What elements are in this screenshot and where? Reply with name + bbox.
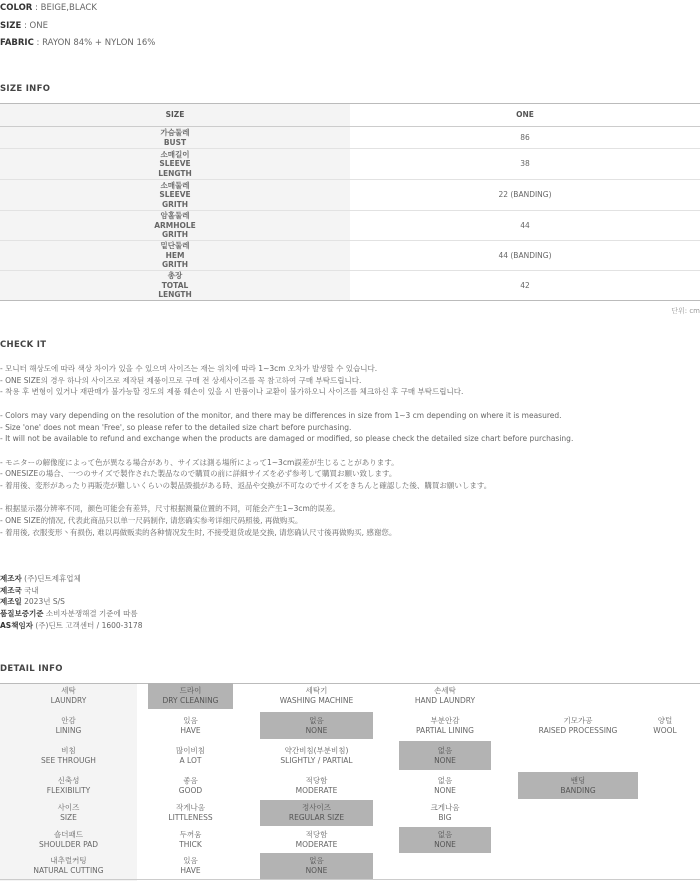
mfr-maker: 제조자 (주)딘트제휴업체 [0,574,81,583]
size-row-value: 22 (BANDING) [350,180,700,211]
note-zh-1: - 根据显示器分辨率不同，颜色可能会有差异，尺寸根据测量位置的不同，可能会产生1~3cm的误差。 [0,504,340,514]
size-row [0,127,700,149]
spec-color-label: COLOR [0,3,33,13]
size-unit: 단위: cm [671,307,700,315]
detail-label-ko: 양털 [657,715,673,725]
size-row-label [0,211,350,241]
detail-label-en: NONE [305,725,328,735]
detail-label-en: NONE [434,840,456,849]
detail-category [0,772,137,799]
detail-label-en: LINING [55,725,82,735]
size-row-label-en: SLEEVE [159,159,191,169]
size-row-label-en: GRITH [161,260,189,270]
detail-label-ko: 숄더패드 [54,830,83,839]
detail-label-ko: 있음 [183,715,198,725]
size-header-value: ONE [350,104,700,127]
detail-label-en: A LOT [179,755,202,765]
detail-option-selected [260,853,373,879]
mfr-date: 제조일 2023년 S/S [0,597,65,607]
detail-label-en: NONE [434,755,456,765]
detail-label-ko: 없음 [437,830,453,839]
spec-fabric-label: FABRIC [0,38,34,48]
detail-label-en: HAVE [180,866,201,875]
size-row-label-en: SLEEVE [159,190,191,200]
detail-label-ko: 있음 [183,856,198,865]
detail-option [260,683,373,709]
spec-fabric: FABRIC : RAYON 84% + NYLON 16% [0,38,156,48]
check-it-title: CHECK IT [0,340,47,350]
detail-label-ko: 약간비침(부분비침) [284,745,349,755]
detail-label-ko: 크게나옴 [430,803,460,812]
size-row-label-en: BUST [163,137,187,147]
detail-label-en: WASHING MACHINE [279,696,354,705]
size-row-label-ko: 소매길이 [160,149,190,159]
detail-option [148,800,233,826]
detail-option-selected [260,712,373,739]
size-row-label-en: TOTAL [161,280,189,290]
detail-info-title: DETAIL INFO [0,664,63,674]
spec-color-value: BEIGE,BLACK [40,3,97,13]
check-it-notes [0,363,573,539]
note-ko-1: - 모니터 해상도에 따라 색상 차이가 있을 수 있으며 사이즈는 재는 위치에 따라 1~3cm 오차가 발생할 수 있습니다. [0,364,378,373]
size-row-label [0,271,350,301]
size-row [0,241,700,271]
size-row-value: 44 (BANDING) [350,241,700,271]
detail-label-en: MODERATE [295,840,338,849]
note-zh-3: - 着用後, 衣服变形丶有损伤, 难以再做贩卖的各种情况发生时, 不接受退货或是交换, 请您确认尺寸後再做购买, 感谢您。 [0,527,397,537]
detail-label-en: RAISED PROCESSING [538,725,618,735]
detail-option-selected [148,683,233,709]
detail-category [0,712,137,739]
detail-option [260,772,373,799]
size-row-label-en: LENGTH [158,290,192,300]
size-row-label-en: GRITH [161,199,189,209]
size-row [0,180,700,211]
detail-option [518,712,638,739]
size-row-value: 86 [350,127,700,149]
detail-label-en: NONE [434,785,456,795]
detail-label-en: SEE THROUGH [41,755,96,765]
detail-label-en: BANDING [560,785,596,795]
spec-size: SIZE : ONE [0,21,48,31]
detail-label-ko: 사이즈 [57,803,80,812]
mfr-country: 제조국 국내 [0,585,39,595]
note-en-3: - It will not be available to refund and exchange when the products are damaged or modified, so please check the detailed size chart before purchasing. [0,434,574,444]
detail-option-selected [260,800,373,826]
size-row-value: 42 [350,271,700,301]
detail-option [630,712,700,739]
detail-category [0,683,137,709]
detail-label-ko: 밴딩 [570,775,586,785]
size-row-label-en: LENGTH [158,168,192,178]
detail-label-en: HAND LAUNDRY [414,696,476,705]
detail-label-ko: 정사이즈 [302,803,331,812]
detail-label-en: NATURAL CUTTING [33,866,104,875]
detail-label-en: FLEXIBILITY [46,785,91,795]
detail-label-en: BIG [438,813,452,822]
spec-size-value: ONE [29,21,48,31]
detail-label-ko: 드라이 [179,686,202,695]
detail-label-ko: 내추럴커팅 [50,856,87,865]
detail-option [148,772,233,799]
detail-label-ko: 적당함 [305,775,328,785]
detail-label-ko: 없음 [309,715,324,725]
note-en-2: - Size 'one' does not mean 'Free', so please refer to the detailed size chart before purchasing. [0,422,352,432]
size-row-label-en: ARMHOLE [154,220,196,230]
note-ko-2: - ONE SIZE의 경우 하나의 사이즈로 제작된 제품이므로 구매 전 상세사이즈를 꼭 참고하여 구매 부탁드립니다. [0,375,362,385]
detail-label-ko: 작게나옴 [176,803,205,812]
detail-category [0,741,137,770]
detail-label-ko: 손세탁 [434,686,456,695]
detail-label-ko: 신축성 [57,775,80,785]
detail-option [399,800,491,826]
mfr-as: AS책임자 (주)딘트 고객센터 / 1600-3178 [0,620,143,630]
size-table [0,103,700,301]
detail-label-ko: 세탁 [61,686,76,695]
manufacturer-info [0,573,142,632]
detail-category [0,800,137,826]
detail-label-ko: 많이비침 [176,745,205,755]
spec-color: COLOR : BEIGE,BLACK [0,3,97,13]
size-row [0,271,700,301]
size-row-label-ko: 소매둘레 [160,180,190,190]
detail-label-en: LAUNDRY [50,696,87,705]
detail-label-ko: 두꺼움 [179,830,202,839]
note-zh-2: - ONE SIZE的情况, 代表此商品只以单一尺码制作, 请您确实参考详细尺码照後, 再做购买。 [0,516,303,526]
detail-label-ko: 좋음 [183,775,198,785]
note-ko-3: - 착용 후 변형이 있거나 재판매가 불가능할 정도의 제품 훼손이 있을 시 반품이나 교환이 불가하오니 사이즈를 체크하신 후 구매 부탁드립니다. [0,387,464,397]
detail-option-selected [399,741,491,770]
size-row-value: 38 [350,149,700,180]
size-header-label: SIZE [0,104,350,127]
spec-fabric-value: RAYON 84% + NYLON 16% [42,38,156,48]
detail-label-en: GOOD [178,785,203,795]
detail-option [260,741,373,770]
detail-label-ko: 비침 [61,745,76,755]
detail-label-en: DRY CLEANING [162,696,219,705]
detail-label-en: PARTIAL LINING [416,725,474,735]
detail-label-en: REGULAR SIZE [288,813,345,822]
size-table-header [0,104,700,127]
size-info-title: SIZE INFO [0,84,51,94]
size-row-label-ko: 암홀둘레 [160,211,190,221]
detail-option [148,853,233,879]
detail-label-en: LITTLENESS [168,813,213,822]
size-row-label-en: HEM [165,250,185,260]
detail-category [0,853,137,879]
size-row-label-ko: 가슴둘레 [160,128,190,137]
detail-option [148,827,233,853]
detail-label-en: HAVE [180,725,201,735]
detail-label-en: SLIGHTLY / PARTIAL [280,755,353,765]
detail-label-en: WOOL [653,725,677,735]
detail-label-en: SIZE [60,813,77,822]
note-ja-1: - モニターの解像度によって色が異なる場合があり、サイズは測る場所によって1~3cm誤差が生じることがあります。 [0,457,399,467]
detail-option [399,683,491,709]
note-ja-2: - ONESIZEの場合、一つのサイズで製作された製品なので購買の前に詳細サイズを必ず参考して購買お願い致します。 [0,469,397,479]
size-row-label [0,180,350,211]
detail-option [399,712,491,739]
detail-category [0,827,137,853]
spec-size-label: SIZE [0,21,22,31]
detail-label-ko: 세탁기 [305,686,328,695]
detail-label-en: THICK [179,840,202,849]
detail-label-ko: 없음 [437,745,453,755]
detail-label-ko: 안감 [61,715,76,725]
detail-option [260,827,373,853]
detail-label-ko: 없음 [437,775,453,785]
size-row [0,149,700,180]
note-en-1: - Colors may vary depending on the resolution of the monitor, and there may be differences in size from 1~3 cm depending on where it is measured. [0,410,562,420]
mfr-quality: 품질보증기준 소비자분쟁해결 기준에 따름 [0,609,138,619]
detail-option-selected [399,827,491,853]
detail-option [148,712,233,739]
detail-option [148,741,233,770]
size-row-label-ko: 밑단둘레 [160,241,190,251]
detail-label-en: SHOULDER PAD [38,840,99,849]
detail-label-en: MODERATE [295,785,338,795]
detail-label-en: NONE [305,866,328,875]
note-ja-3: - 着用後、変形があったり再販売が難しいくらいの製品毀損がある時、返品や交換が不可なのでサイズをきちんと確認した後、購買お願いします。 [0,481,492,490]
size-row-label [0,149,350,180]
detail-info-grid [0,683,700,881]
size-row-value: 44 [350,211,700,241]
detail-label-ko: 적당함 [305,830,328,839]
detail-option [399,772,491,799]
detail-label-ko: 기모가공 [563,715,593,725]
detail-label-ko: 없음 [309,856,324,865]
size-row [0,211,700,241]
size-row-label-en: GRITH [161,230,189,240]
size-row-label-ko: 총장 [167,271,183,281]
size-row-label [0,127,350,149]
detail-option-selected [518,772,638,799]
size-row-label [0,241,350,271]
detail-label-ko: 부분안감 [430,715,460,725]
